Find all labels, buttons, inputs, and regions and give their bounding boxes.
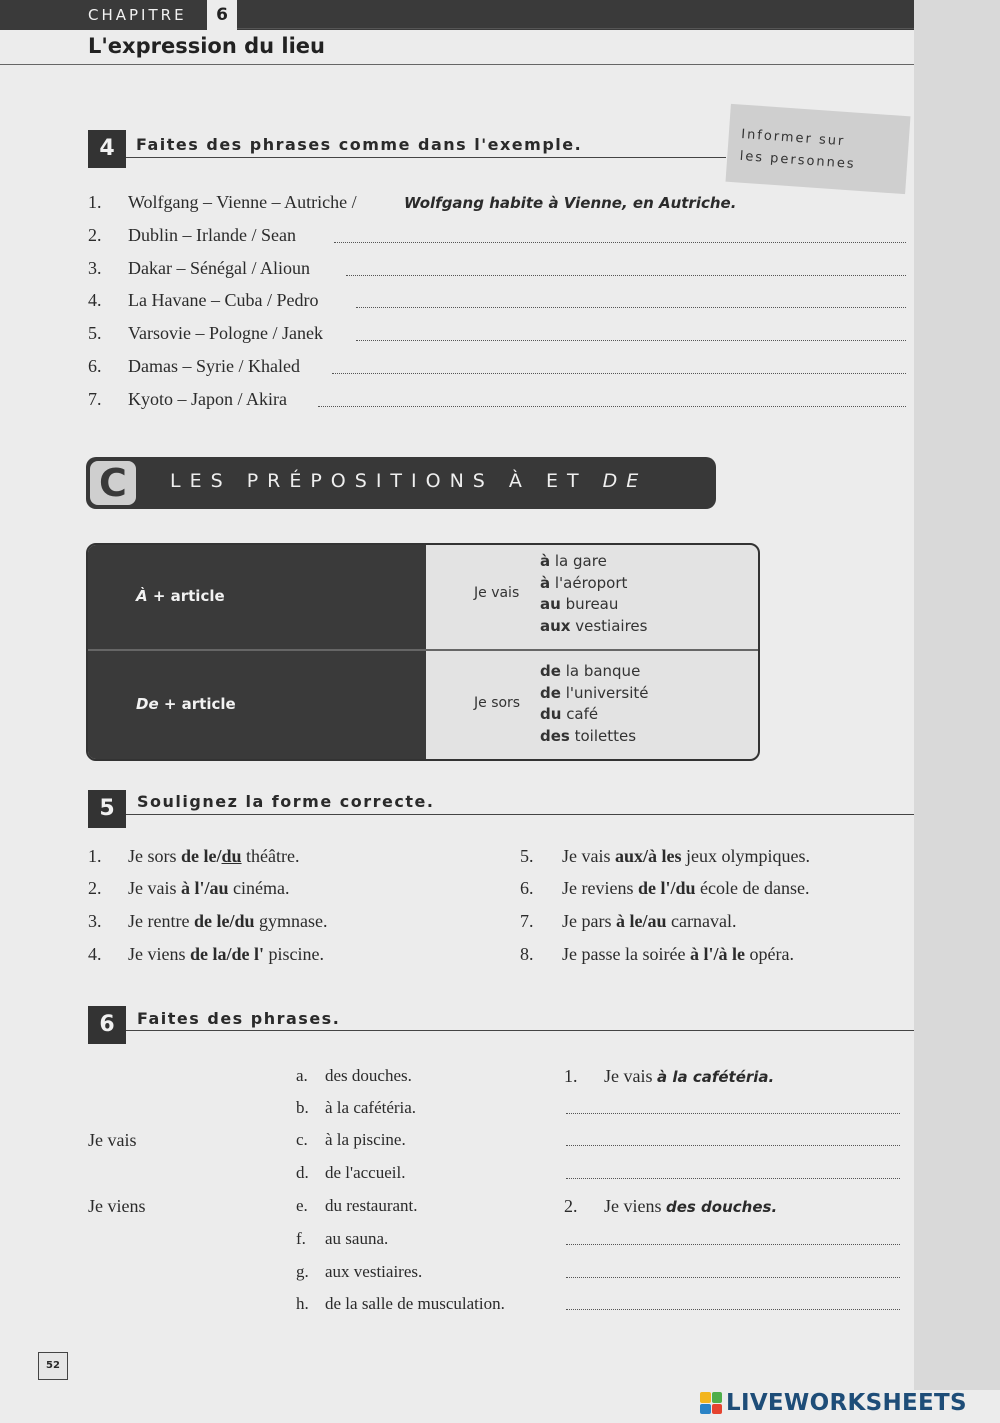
noun: toilettes xyxy=(569,726,637,745)
label-italic: De xyxy=(136,695,159,713)
logo-square xyxy=(712,1392,723,1403)
sentence-end: piscine. xyxy=(264,944,325,964)
option-1[interactable]: de le xyxy=(193,911,230,931)
item-number: 3. xyxy=(88,258,102,278)
exercise-5-item xyxy=(520,944,794,965)
item-sentence xyxy=(562,846,810,867)
item-prompt: Damas – Syrie / Khaled xyxy=(128,356,300,376)
answer-line-6-2[interactable] xyxy=(566,1145,900,1146)
sentence-start: Je vais xyxy=(562,846,615,866)
item-number: 7. xyxy=(88,389,102,409)
item-number: 6. xyxy=(520,878,534,898)
answer-line-2[interactable] xyxy=(334,242,906,243)
label-italic: À xyxy=(136,587,148,605)
grammar-row-1-label xyxy=(136,587,225,605)
option-letter: e. xyxy=(296,1196,308,1215)
noun: l'aéroport xyxy=(550,573,628,592)
grammar-row-2-label xyxy=(136,695,236,713)
grammar-row-1-examples xyxy=(540,551,647,637)
item-number: 6. xyxy=(88,356,102,376)
example-answer: Wolfgang habite à Vienne, en Autriche. xyxy=(404,194,737,212)
example-line xyxy=(540,704,649,726)
noun: l'université xyxy=(560,683,649,702)
item-number: 5. xyxy=(88,323,102,343)
answer-italic: à la cafétéria. xyxy=(657,1068,775,1086)
option-text: à la cafétéria. xyxy=(325,1098,417,1117)
section-c-title-main: LES PRÉPOSITIONS À ET xyxy=(170,470,588,492)
logo-square xyxy=(712,1404,723,1415)
exercise-5-item xyxy=(520,846,811,867)
preposition: au xyxy=(540,595,561,613)
answer-sentence xyxy=(604,1066,774,1087)
example-line xyxy=(540,661,649,683)
answer-sentence xyxy=(604,1196,777,1217)
example-line xyxy=(540,683,649,705)
preposition: du xyxy=(540,705,562,723)
item-sentence xyxy=(562,911,736,932)
sentence-end: théâtre. xyxy=(241,846,300,866)
preposition: de xyxy=(540,662,561,680)
liveworksheets-icon xyxy=(700,1392,722,1414)
sentence-start: Je passe la soirée xyxy=(562,944,690,964)
option-2-underlined[interactable]: du xyxy=(221,846,242,866)
label-rest: + article xyxy=(158,695,236,713)
option-2[interactable]: à les xyxy=(648,846,682,866)
exercise-5-item xyxy=(88,846,300,867)
item-number: 7. xyxy=(520,911,534,931)
option-text: aux vestiaires. xyxy=(325,1262,423,1281)
sentence-end: carnaval. xyxy=(666,911,737,931)
option-2[interactable]: du xyxy=(234,911,255,931)
option-item xyxy=(296,1098,417,1118)
noun: bureau xyxy=(560,595,619,613)
sentence-start: Je sors xyxy=(128,846,181,866)
option-text: de l'accueil. xyxy=(325,1163,406,1182)
exercise-4-number: 4 xyxy=(88,130,126,168)
item-number: 2. xyxy=(88,225,102,245)
option-letter: a. xyxy=(296,1066,308,1085)
option-text: au sauna. xyxy=(325,1229,389,1248)
item-sentence xyxy=(128,944,324,965)
item-number: 2. xyxy=(88,878,102,898)
answer-line-6-3[interactable] xyxy=(566,1178,900,1179)
answer-example-2 xyxy=(564,1196,778,1217)
option-separator: / xyxy=(229,911,235,931)
option-text: de la salle de musculation. xyxy=(325,1294,505,1313)
noun: la gare xyxy=(550,552,607,570)
exercise-5-title: Soulignez la forme correcte. xyxy=(137,792,435,811)
exercise-5-item xyxy=(88,878,290,899)
option-1[interactable]: à l' xyxy=(689,944,714,964)
option-1[interactable]: de la xyxy=(190,944,227,964)
sentence-end: opéra. xyxy=(744,944,794,964)
answer-line-7[interactable] xyxy=(318,406,906,407)
example-line xyxy=(540,726,649,748)
exercise-5-item xyxy=(88,911,328,932)
exercise-6-title: Faites des phrases. xyxy=(137,1009,341,1028)
option-1[interactable]: aux xyxy=(615,846,644,866)
item-sentence xyxy=(562,944,794,965)
section-c-title xyxy=(170,470,647,492)
item-number: 1. xyxy=(88,192,102,212)
option-1[interactable]: à le xyxy=(615,911,643,931)
answer-number: 1. xyxy=(564,1066,578,1086)
page-title: L'expression du lieu xyxy=(88,34,325,58)
exercise-5-item xyxy=(88,944,325,965)
logo-square xyxy=(700,1404,711,1415)
page-edge xyxy=(914,0,1000,1390)
sentence-end: gymnase. xyxy=(254,911,328,931)
answer-italic: des douches. xyxy=(666,1198,778,1216)
label-rest: + article xyxy=(147,587,225,605)
sentence-start: Je reviens xyxy=(562,878,638,898)
example-line xyxy=(540,573,647,595)
option-item xyxy=(296,1163,406,1183)
item-sentence xyxy=(128,846,300,867)
item-prompt: Dakar – Sénégal / Alioun xyxy=(128,258,310,278)
sentence-start: Je vais xyxy=(128,878,181,898)
answer-line-6-1[interactable] xyxy=(566,1113,900,1114)
option-item xyxy=(296,1294,505,1314)
exercise-5-item xyxy=(520,878,810,899)
option-2[interactable]: du xyxy=(675,878,696,898)
noun: la banque xyxy=(560,662,641,680)
sentence-start: Je pars xyxy=(562,911,616,931)
option-text: du restaurant. xyxy=(325,1196,418,1215)
chapter-rule xyxy=(237,28,914,29)
item-prompt: Wolfgang – Vienne – Autriche / xyxy=(128,192,357,212)
exercise-6-number: 6 xyxy=(88,1006,126,1044)
exercise-6-rule xyxy=(126,1030,914,1031)
chapter-bar xyxy=(0,0,914,30)
exercise-4-rule xyxy=(126,157,726,158)
example-line xyxy=(540,616,647,638)
item-number: 5. xyxy=(520,846,534,866)
preposition: de xyxy=(540,683,561,702)
option-separator: / xyxy=(713,944,719,964)
option-letter: g. xyxy=(296,1262,309,1281)
logo-square xyxy=(700,1392,711,1403)
grammar-row-1-verb: Je vais xyxy=(474,585,520,601)
option-2[interactable]: au xyxy=(647,911,667,931)
sentence-start: Je viens xyxy=(128,944,190,964)
grammar-row-2-label-cell xyxy=(88,651,426,759)
sentence-end: école de danse. xyxy=(695,878,810,898)
example-line xyxy=(540,551,647,573)
option-separator: / xyxy=(642,911,648,931)
noun: vestiaires xyxy=(570,616,648,635)
option-separator: / xyxy=(226,944,232,964)
grammar-row-2-verb: Je sors xyxy=(474,695,521,711)
option-letter: c. xyxy=(296,1130,308,1149)
answer-line-6[interactable] xyxy=(332,373,906,374)
option-item xyxy=(296,1066,412,1086)
option-item xyxy=(296,1262,423,1282)
exercise-4-title: Faites des phrases comme dans l'exemple. xyxy=(136,135,583,154)
sentence-start: Je rentre xyxy=(128,911,194,931)
option-1[interactable]: de le xyxy=(181,846,217,866)
answer-start: Je viens xyxy=(604,1196,666,1216)
item-prompt: Kyoto – Japon / Akira xyxy=(128,389,287,409)
option-1[interactable]: à l' xyxy=(181,878,205,898)
option-2[interactable]: au xyxy=(209,878,229,898)
example-line xyxy=(540,594,647,616)
item-number: 8. xyxy=(520,944,534,964)
section-c-letter: C xyxy=(90,461,136,505)
item-prompt: La Havane – Cuba / Pedro xyxy=(128,290,319,310)
preposition: des xyxy=(540,726,570,745)
topic-tag-text xyxy=(739,124,858,176)
exercise-5-rule xyxy=(126,814,914,815)
answer-line-6-4[interactable] xyxy=(566,1244,900,1245)
option-separator: / xyxy=(670,878,676,898)
answer-line-5[interactable] xyxy=(356,340,906,341)
answer-line-4[interactable] xyxy=(356,307,906,308)
chapter-label: CHAPITRE xyxy=(88,6,187,24)
liveworksheets-logo[interactable] xyxy=(700,1388,967,1418)
section-c-title-italic: DE xyxy=(602,470,648,492)
sentence-end: cinéma. xyxy=(228,878,290,898)
option-text: des douches. xyxy=(325,1066,412,1085)
verb-je-viens: Je viens xyxy=(88,1196,146,1216)
item-sentence xyxy=(128,911,328,932)
title-rule xyxy=(0,64,914,65)
page-number: 52 xyxy=(38,1352,68,1380)
item-number: 4. xyxy=(88,944,102,964)
item-prompt: Dublin – Irlande / Sean xyxy=(128,225,296,245)
preposition: à xyxy=(540,552,551,570)
verb-je-vais: Je vais xyxy=(88,1130,137,1150)
exercise-5-number: 5 xyxy=(88,790,126,828)
topic-tag-line-1: Informer sur xyxy=(740,126,846,150)
option-separator: / xyxy=(643,846,649,866)
exercise-5-item xyxy=(520,911,737,932)
preposition: aux xyxy=(540,616,571,635)
noun: café xyxy=(561,705,599,723)
grammar-row-2-examples xyxy=(540,661,649,747)
option-text: à la piscine. xyxy=(325,1130,406,1149)
answer-number: 2. xyxy=(564,1196,578,1216)
option-separator: / xyxy=(216,846,222,866)
item-number: 3. xyxy=(88,911,102,931)
option-letter: d. xyxy=(296,1163,309,1182)
item-number: 1. xyxy=(88,846,102,866)
sentence-end: jeux olympiques. xyxy=(681,846,811,866)
item-sentence xyxy=(128,878,290,899)
option-1[interactable]: de l' xyxy=(637,878,671,898)
item-number: 4. xyxy=(88,290,102,310)
topic-tag-line-2: les personnes xyxy=(739,148,857,173)
answer-line-6-5[interactable] xyxy=(566,1277,900,1278)
grammar-table xyxy=(86,543,760,761)
option-letter: h. xyxy=(296,1294,309,1313)
chapter-number: 6 xyxy=(207,0,237,30)
option-2[interactable]: à le xyxy=(718,944,745,964)
liveworksheets-wordmark: LIVEWORKSHEETS xyxy=(726,1390,967,1416)
grammar-row-1-label-cell xyxy=(88,545,426,649)
option-2[interactable]: de l' xyxy=(231,944,265,964)
option-item xyxy=(296,1229,389,1249)
option-letter: f. xyxy=(296,1229,306,1248)
item-sentence xyxy=(562,878,810,899)
option-separator: / xyxy=(204,878,210,898)
preposition: à xyxy=(540,573,551,592)
option-letter: b. xyxy=(296,1098,309,1117)
option-item xyxy=(296,1196,418,1216)
answer-line-6-6[interactable] xyxy=(566,1309,900,1310)
answer-start: Je vais xyxy=(604,1066,657,1086)
item-prompt: Varsovie – Pologne / Janek xyxy=(128,323,323,343)
answer-example-1 xyxy=(564,1066,775,1087)
option-item xyxy=(296,1130,406,1150)
answer-line-3[interactable] xyxy=(346,275,906,276)
